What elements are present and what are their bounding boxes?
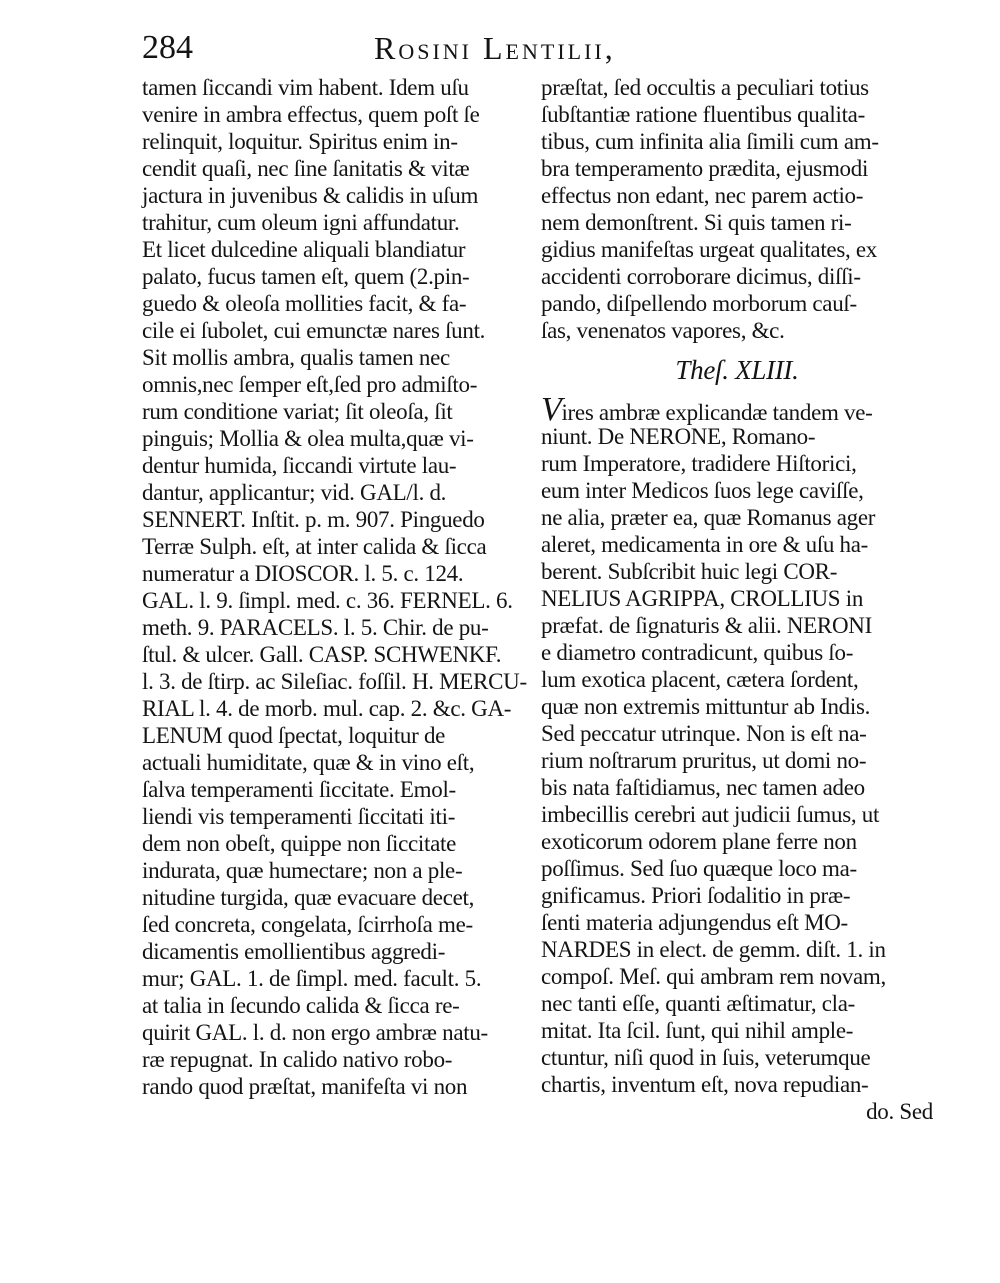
text-line: compoſ. Meſ. qui ambram rem novam, xyxy=(541,964,886,989)
text-line: berent. Subſcribit huic legi COR- xyxy=(541,559,838,584)
text-line: relinquit, loquitur. Spiritus enim in- xyxy=(142,129,458,154)
text-line: imbecillis cerebri aut judicii ſumus, ut xyxy=(541,802,880,827)
text-line: guedo & oleoſa mollities facit, & fa- xyxy=(142,291,467,316)
text-line: ſubſtantiæ ratione fluentibus qualita- xyxy=(541,102,865,127)
catchword: do. Sed xyxy=(866,1099,933,1124)
right-column xyxy=(541,74,933,1125)
text-line: gnificamus. Priori ſodalitio in præ- xyxy=(541,883,851,908)
text-line: exoticorum odorem plane ferre non xyxy=(541,829,857,854)
text-line: Terræ Sulph. eſt, at inter calida & ſicca xyxy=(142,534,487,559)
section-heading: Theſ. XLIII. xyxy=(675,355,799,385)
text-line: Sit mollis ambra, qualis tamen nec xyxy=(142,345,450,370)
text-line: rum Imperatore, tradidere Hiſtorici, xyxy=(541,451,857,476)
text-line: dantur, applicantur; vid. GAL/l. d. xyxy=(142,480,447,505)
text-line: ræ repugnat. In calido nativo robo- xyxy=(142,1047,453,1072)
text-line: gidius manifeſtas urgeat qualitates, ex xyxy=(541,237,877,262)
text-line: ſtul. & ulcer. Gall. CASP. SCHWENKF. xyxy=(142,642,502,667)
text-line: l. 3. de ſtirp. ac Sileſiac. foſſil. H. MERCU- xyxy=(142,669,527,694)
text-line: ſalva temperamenti ſiccitate. Emol- xyxy=(142,777,456,802)
text-line: Sed peccatur utrinque. Non is eſt na- xyxy=(541,721,867,746)
text-line: quirit GAL. l. d. non ergo ambræ natu- xyxy=(142,1020,488,1045)
text-line: e diametro contradicunt, quibus ſo- xyxy=(541,640,854,665)
text-line: meth. 9. PARACELS. l. 5. Chir. de pu- xyxy=(142,615,489,640)
text-line: cendit quaſi, nec ſine ſanitatis & vitæ xyxy=(142,156,470,181)
text-line: actuali humiditate, quæ & in vino eſt, xyxy=(142,750,475,775)
right-column-bottom xyxy=(541,391,933,1098)
text-line: rium noſtrarum pruritus, ut domi no- xyxy=(541,748,867,773)
text-line: jactura in juvenibus & calidis in uſum xyxy=(142,183,479,208)
page-header xyxy=(142,28,942,72)
text-line: LENUM quod ſpectat, loquitur de xyxy=(142,723,446,748)
text-line xyxy=(541,391,933,428)
running-head: Rosini Lentilii, xyxy=(374,30,616,66)
text-line: omnis,nec ſemper eſt,ſed pro admiſto- xyxy=(142,372,478,397)
right-column-top xyxy=(541,74,933,344)
text-line: niunt. De NERONE, Romano- xyxy=(541,424,816,449)
text-line: GAL. l. 9. ſimpl. med. c. 36. FERNEL. 6. xyxy=(142,588,513,613)
text-line: lum exotica placent, cætera ſordent, xyxy=(541,667,859,692)
text-line: ſenti materia adjungendus eſt MO- xyxy=(541,910,848,935)
text-line: nec tanti eſſe, quanti æſtimatur, cla- xyxy=(541,991,856,1016)
text-line: eum inter Medicos ſuos lege caviſſe, xyxy=(541,478,864,503)
text-line: RIAL l. 4. de morb. mul. cap. 2. &c. GA- xyxy=(142,696,512,721)
page-number: 284 xyxy=(142,29,193,66)
drop-initial: V xyxy=(541,391,562,428)
text-line: trahitur, cum oleum igni affundatur. xyxy=(142,210,460,235)
text-line: dem non obeſt, quippe non ſiccitate xyxy=(142,831,456,856)
text-line: quæ non extremis mittuntur ab Indis. xyxy=(541,694,871,719)
text-line: aleret, medicamenta in ore & uſu ha- xyxy=(541,532,869,557)
text-line: pando, diſpellendo morborum cauſ- xyxy=(541,291,857,316)
text-line: poſſimus. Sed ſuo quæque loco ma- xyxy=(541,856,857,881)
text-line: mitat. Ita ſcil. ſunt, qui nihil ample- xyxy=(541,1018,854,1043)
text-line: bis nata faſtidiamus, nec tamen adeo xyxy=(541,775,865,800)
text-line: nem demonſtrent. Si quis tamen ri- xyxy=(541,210,852,235)
text-line: at talia in ſecundo calida & ſicca re- xyxy=(142,993,460,1018)
text-line: ctuntur, niſi quod in ſuis, veterumque xyxy=(541,1045,871,1070)
text-line: Et licet dulcedine aliquali blandiatur xyxy=(142,237,466,262)
text-line: SENNERT. Inſtit. p. m. 907. Pinguedo xyxy=(142,507,485,532)
text-line: nitudine turgida, quæ evacuare decet, xyxy=(142,885,475,910)
text-line: NARDES in elect. de gemm. diſt. 1. in xyxy=(541,937,886,962)
left-column xyxy=(142,74,530,1100)
text-line: chartis, inventum eſt, nova repudian- xyxy=(541,1072,869,1097)
text-line: tamen ſiccandi vim habent. Idem uſu xyxy=(142,75,469,100)
text-line: bra temperamento prædita, ejusmodi xyxy=(541,156,869,181)
text-line: NELIUS AGRIPPA, CROLLIUS in xyxy=(541,586,864,611)
text-line: præſtat, ſed occultis a peculiari totius xyxy=(541,75,869,100)
text-line: venire in ambra effectus, quem poſt ſe xyxy=(142,102,480,127)
text-line: cile ei ſubolet, cui emunctæ nares ſunt. xyxy=(142,318,486,343)
text-line: dentur humida, ſiccandi virtute lau- xyxy=(142,453,457,478)
text-line: mur; GAL. 1. de ſimpl. med. facult. 5. xyxy=(142,966,482,991)
text-line: ſas, venenatos vapores, &c. xyxy=(541,318,785,343)
text-line: liendi vis temperamenti ſiccitati iti- xyxy=(142,804,456,829)
text-line: pinguis; Mollia & olea multa,quæ vi- xyxy=(142,426,474,451)
text-line: tibus, cum infinita alia ſimili cum am- xyxy=(541,129,879,154)
text-line-rest: ires ambræ explicandæ tandem ve- xyxy=(561,400,873,425)
text-line: numeratur a DIOSCOR. l. 5. c. 124. xyxy=(142,561,464,586)
text-line: palato, fucus tamen eſt, quem (2.pin- xyxy=(142,264,470,289)
text-line: indurata, quæ humectare; non a ple- xyxy=(142,858,463,883)
text-line: accidenti corroborare dicimus, diſſi- xyxy=(541,264,861,289)
text-line: rum conditione variat; ſit oleoſa, ſit xyxy=(142,399,453,424)
text-line: ne alia, præter ea, quæ Romanus ager xyxy=(541,505,876,530)
text-line: rando quod præſtat, manifeſta vi non xyxy=(142,1074,468,1099)
text-line: præfat. de ſignaturis & alii. NERONI xyxy=(541,613,872,638)
text-line: ſed concreta, congelata, ſcirrhoſa me- xyxy=(142,912,473,937)
text-line: dicamentis emollientibus aggredi- xyxy=(142,939,446,964)
text-line: effectus non edant, nec parem actio- xyxy=(541,183,864,208)
